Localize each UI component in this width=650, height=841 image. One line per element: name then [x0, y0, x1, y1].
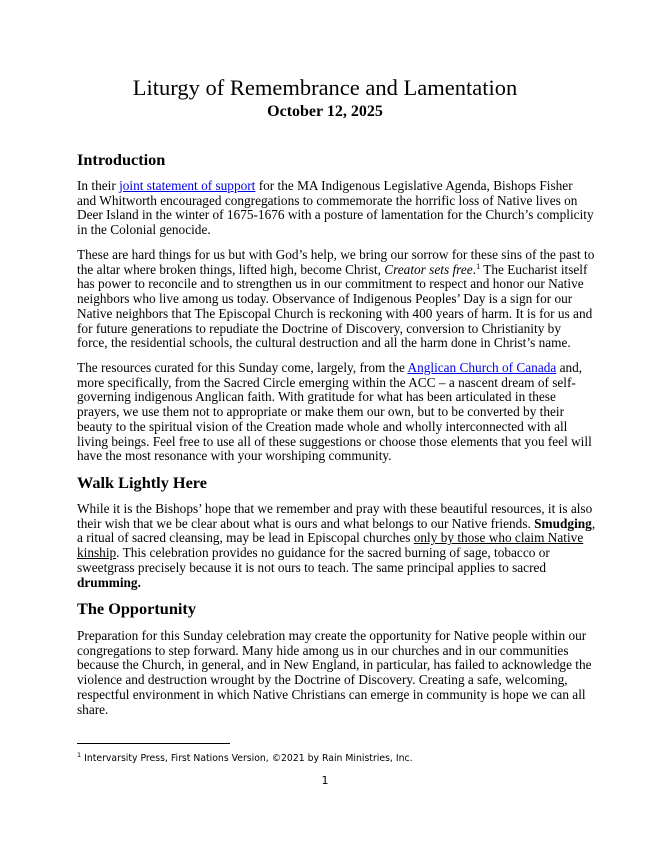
text-line [77, 531, 587, 546]
text-line [77, 179, 587, 194]
text-line [77, 644, 587, 659]
section-heading: Introduction [77, 150, 166, 169]
text-run: . This celebration provides no guidance for the sacred burning of sage, tobacco or [116, 545, 550, 561]
text-run: Smudging [534, 515, 592, 531]
text-line [77, 405, 587, 420]
text-run: their wish that we be clear about what is ours and what belongs to our Native friends. [77, 515, 535, 531]
text-line [77, 322, 587, 337]
text-run: In their [77, 178, 120, 193]
text-line [77, 260, 588, 278]
text-line [77, 305, 593, 322]
text-run: more specifically, from the Sacred Circle emerging within the ACC – a nascent dream of self- [77, 374, 576, 390]
text-run: violence and destruction wrought by the Doctrine of Discovery. Creating a safe, welcoming, [77, 672, 568, 688]
text-run: neighbors who live among us today. Observance of Indigenous Peoples’ Day is a sign for our [77, 291, 573, 307]
hyperlink[interactable]: Anglican Church of Canada [407, 360, 557, 375]
text-line [77, 194, 587, 209]
text-run: has power to reconcile and to strengthen us in our commitment to respect and honor our Native [77, 276, 584, 292]
paragraph [77, 247, 595, 351]
footnote-reference[interactable]: 1 [475, 260, 481, 271]
text-line [77, 292, 587, 307]
text-run: kinship [77, 545, 117, 561]
text-line [77, 376, 587, 391]
text-run: drumming. [77, 574, 141, 590]
text-line [77, 247, 595, 263]
text-run: force, the residential schools, the cultural destruction and all the harm done in Christ’s name. [77, 335, 571, 351]
text-line [77, 703, 587, 718]
text-line [77, 433, 592, 450]
text-run: living beings. Feel free to use all of these suggestions or choose those elements that you feel will [77, 433, 592, 449]
text-run: . [472, 261, 476, 277]
text-line [77, 336, 587, 351]
text-line [77, 277, 587, 292]
text-run: share. [77, 701, 109, 717]
text-run: These are hard things for us but with God’s help, we bring our sorrow for these sins of the past to [77, 247, 595, 262]
text-run: , [591, 515, 596, 531]
text-run: governing indigenous Anglican faith. With gratitude for what has been articulated in these [77, 389, 556, 405]
footnote [77, 751, 413, 764]
text-run: the altar where broken things, lifted high, become Christ, [77, 261, 385, 277]
text-run: While it is the Bishops’ hope that we remember and pray with these beautiful resources, it is also [77, 501, 593, 516]
text-run: and, [556, 360, 583, 375]
text-run: for the MA Indigenous Legislative Agenda, Bishops Fisher [255, 178, 573, 193]
text-line [77, 561, 587, 576]
text-run: beauty to the spiritual vision of the Creation made whole and wholly interconnected with all [77, 418, 568, 434]
text-run: prayers, we use them not to appropriate or make them our own, but to be converted by their [77, 404, 565, 420]
paragraph [77, 501, 596, 590]
text-run: and Whitworth encouraged congregations to commemorate the horrific loss of Native lives on [77, 192, 578, 208]
text-line [77, 576, 587, 591]
page-number: 1 [321, 774, 329, 787]
paragraph [77, 360, 592, 464]
text-run: The resources curated for this Sunday come, largely, from the [77, 360, 408, 375]
text-run: only by those who claim Native [413, 530, 584, 546]
text-line [77, 207, 594, 223]
paragraph [77, 628, 592, 717]
text-line [77, 673, 587, 688]
text-line [77, 449, 587, 464]
text-run: Creator sets free [384, 261, 473, 277]
text-run: for future generations to repudiate the Doctrine of Discovery, conversion to Christianity by [77, 320, 561, 336]
text-run: Deer Island in the winter of 1675-1676 with a posture of lamentation for the Church’s complicity [77, 207, 594, 223]
section-heading: The Opportunity [77, 599, 196, 618]
document-date: October 12, 2025 [267, 103, 383, 120]
paragraph [77, 178, 594, 238]
text-line [77, 223, 587, 238]
text-line [77, 420, 587, 435]
footnote-separator [77, 743, 230, 744]
text-line [77, 515, 596, 532]
text-run: congregations to step forward. Many hide among us in our churches and in our communities [77, 642, 569, 658]
footnote-text: Intervarsity Press, First Nations Version, ©2021 by Rain Ministries, Inc. [81, 753, 413, 765]
text-line [77, 546, 587, 561]
text-line [77, 629, 587, 644]
text-run: have the most resonance with your worshiping community. [77, 448, 392, 464]
section-heading: Walk Lightly Here [77, 473, 207, 492]
text-run: respectful environment in which Native Christians can emerge in community is hope we can all [77, 686, 586, 702]
text-run: in the Colonial genocide. [77, 222, 211, 238]
text-run: Native neighbors that The Episcopal Church is reckoning with 400 years of harm. It is for us and [77, 305, 593, 321]
text-line [77, 361, 587, 376]
text-run: because the Church, in general, and in New England, in particular, has failed to acknowledge the [77, 657, 592, 673]
document-title: Liturgy of Remembrance and Lamentation [132, 75, 518, 100]
text-line [77, 688, 587, 703]
text-run: The Eucharist itself [480, 261, 588, 277]
hyperlink[interactable]: joint statement of support [119, 178, 256, 193]
footnote-mark: 1 [77, 751, 82, 759]
text-line [77, 390, 587, 405]
text-line [77, 657, 592, 673]
text-run: a ritual of sacred cleansing, may be lead in Episcopal churches [77, 530, 414, 546]
text-run: sweetgrass precisely because it is not ours to teach. The same principal applies to sacred [77, 559, 547, 575]
text-line [77, 501, 593, 517]
text-run: Preparation for this Sunday celebration may create the opportunity for Native people within our [77, 628, 587, 643]
